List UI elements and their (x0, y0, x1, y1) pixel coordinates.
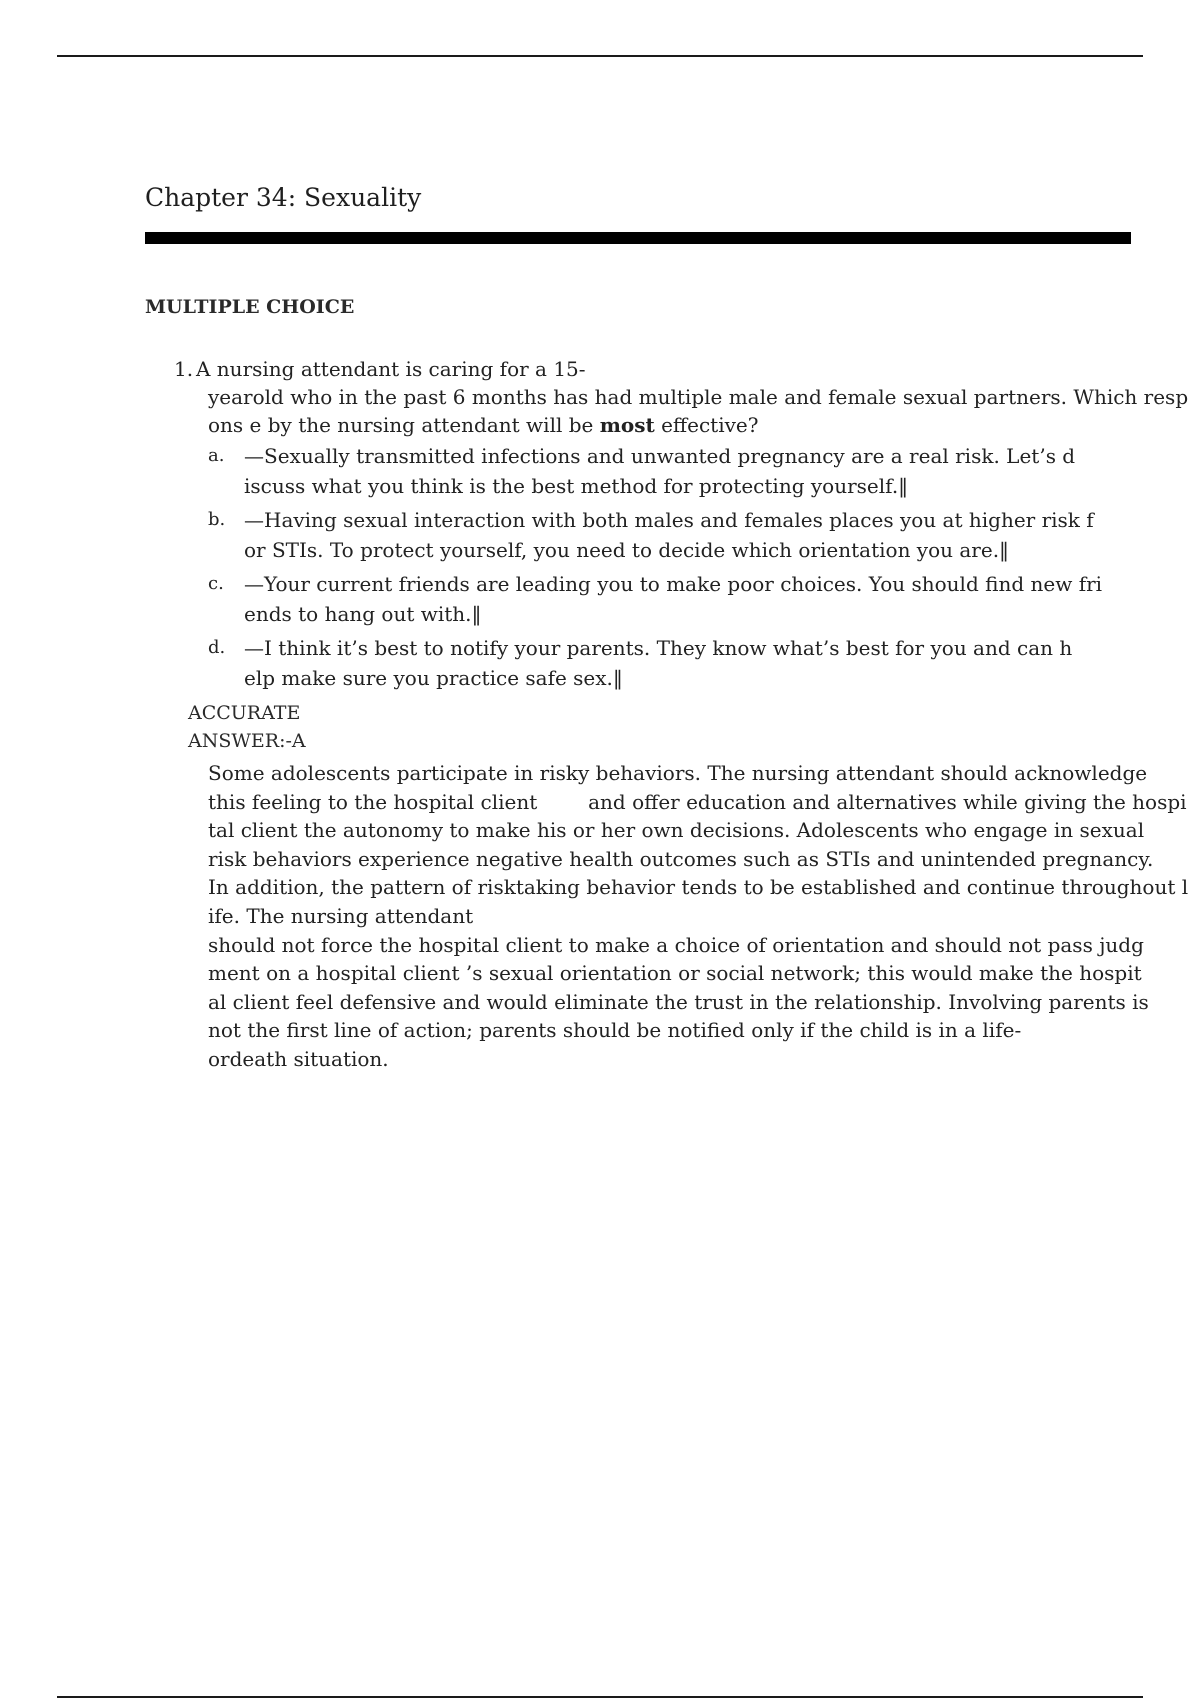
option-letter: a. (208, 445, 225, 466)
rationale-line: al client feel defensive and would eliminate the trust in the relationship. Involving parents is (208, 989, 1149, 1014)
option-line: iscuss what you think is the best method for protecting yourself.‖ (244, 474, 909, 498)
option-letter: c. (208, 573, 224, 594)
option-letter: d. (208, 637, 226, 658)
option-text (244, 505, 1174, 565)
option-line: or STIs. To protect yourself, you need to decide which orientation you are.‖ (244, 538, 1010, 562)
rationale (208, 759, 1189, 1074)
option-d (174, 633, 1174, 693)
option-a (174, 441, 1174, 501)
question-stem (174, 355, 1189, 439)
rationale-line: should not force the hospital client to make a choice of orientation and should not pass judg (208, 932, 1144, 957)
question-stem-line-1 (174, 357, 586, 381)
rationale-line: Some adolescents participate in risky behaviors. The nursing attendant should acknowledge (208, 761, 1148, 785)
chapter-title: Chapter 34: Sexuality (145, 183, 422, 212)
page-top-rule (57, 55, 1143, 57)
option-line: elp make sure you practice safe sex.‖ (244, 666, 623, 690)
option-line: —Having sexual interaction with both males and females places you at higher risk f (244, 508, 1094, 532)
option-text (244, 441, 1174, 501)
option-line: ends to hang out with.‖ (244, 602, 482, 626)
option-text (244, 633, 1174, 693)
chapter-title-underline (145, 232, 1131, 244)
section-heading: MULTIPLE CHOICE (145, 296, 355, 318)
rationale-line: ordeath situation. (208, 1046, 389, 1071)
option-b (174, 505, 1174, 565)
rationale-line: In addition, the pattern of risktaking behavior tends to be established and continue throughout l (208, 875, 1189, 900)
answer-label (188, 699, 1174, 755)
answer-label-line-1: ACCURATE (188, 702, 301, 724)
option-c (174, 569, 1174, 629)
question-block (174, 355, 1189, 1074)
question-stem-text-3a: ons e by the nursing attendant will be (208, 413, 600, 437)
question-number: 1. (174, 357, 194, 381)
rationale-line: this feeling to the hospital client and offer education and alternatives while giving the hospi (208, 789, 1187, 814)
question-stem-text-3b: effective? (654, 413, 759, 437)
option-line: —Sexually transmitted infections and unwanted pregnancy are a real risk. Let’s d (244, 444, 1076, 468)
question-stem-line-2: yearold who in the past 6 months has had multiple male and female sexual partners. Which resp (208, 385, 1189, 409)
rationale-line: tal client the autonomy to make his or her own decisions. Adolescents who engage in sexual (208, 818, 1145, 843)
option-letter: b. (208, 509, 226, 530)
answer-options (174, 441, 1174, 693)
option-text (244, 569, 1174, 629)
rationale-line: risk behaviors experience negative health outcomes such as STIs and unintended pregnancy. (208, 846, 1154, 871)
question-stem-text-1: A nursing attendant is caring for a 15- (196, 357, 586, 381)
rationale-line: not the first line of action; parents should be notified only if the child is in a life- (208, 1018, 1022, 1043)
page-bottom-rule (57, 1696, 1143, 1698)
rationale-line: ment on a hospital client ’s sexual orientation or social network; this would make the hospit (208, 961, 1142, 986)
option-line: —Your current friends are leading you to make poor choices. You should find new fri (244, 572, 1103, 596)
answer-label-line-2: ANSWER:-A (188, 730, 306, 752)
rationale-line: ife. The nursing attendant (208, 903, 474, 928)
option-line: —I think it’s best to notify your parents. They know what’s best for you and can h (244, 636, 1073, 660)
question-stem-line-3 (174, 411, 1174, 439)
emphasis-most: most (599, 413, 655, 437)
